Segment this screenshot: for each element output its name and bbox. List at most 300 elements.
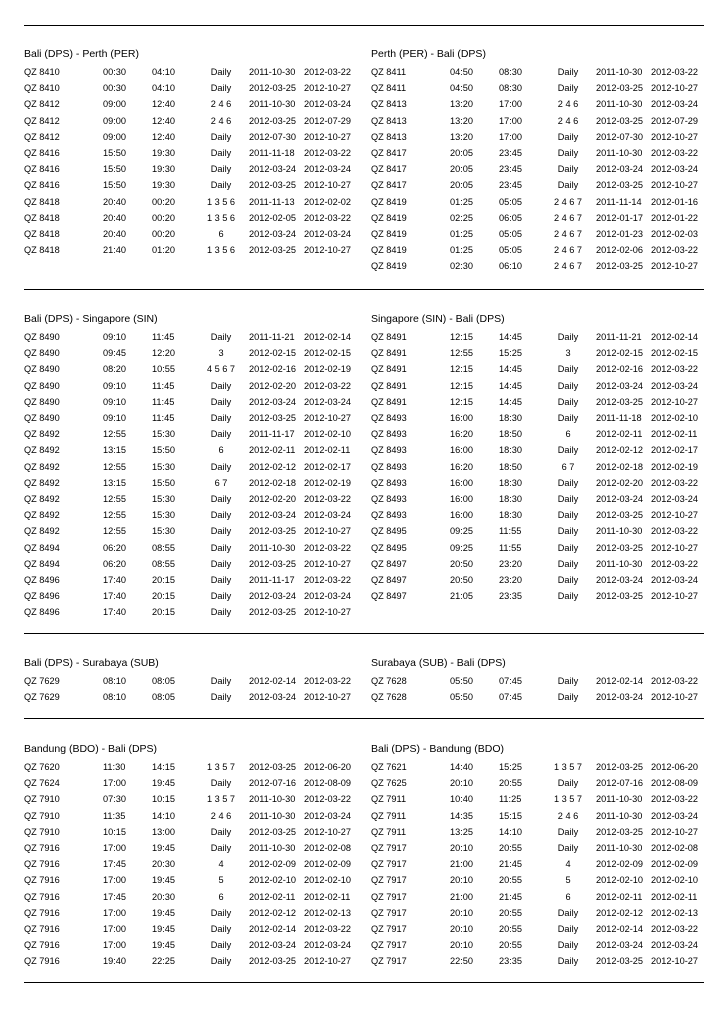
departure-time: 00:30 bbox=[103, 67, 126, 77]
operating-days: Daily bbox=[557, 380, 579, 391]
departure-time: 17:00 bbox=[103, 907, 126, 918]
flight-number: QZ 8416 bbox=[24, 148, 60, 158]
valid-to: 2012-08-09 bbox=[651, 778, 698, 789]
valid-to: 2012-02-14 bbox=[304, 332, 351, 342]
operating-days: 4 bbox=[218, 859, 224, 870]
flight-number: QZ 7917 bbox=[371, 924, 407, 934]
section-divider bbox=[24, 718, 704, 719]
valid-from: 2012-02-10 bbox=[249, 875, 296, 886]
flight-number: QZ 8492 bbox=[24, 461, 60, 472]
flight-number: QZ 7916 bbox=[24, 940, 60, 951]
operating-days: Daily bbox=[557, 67, 579, 77]
valid-to: 2012-10-27 bbox=[651, 826, 698, 837]
departure-time: 12:15 bbox=[450, 364, 473, 375]
operating-days: 6 7 bbox=[561, 461, 575, 472]
valid-from: 2012-03-24 bbox=[249, 591, 296, 602]
departure-time: 09:10 bbox=[103, 396, 126, 407]
arrival-time: 20:55 bbox=[499, 924, 522, 934]
flight-number: QZ 7910 bbox=[24, 810, 60, 821]
valid-from: 2012-03-24 bbox=[249, 692, 296, 703]
operating-days: Daily bbox=[557, 396, 579, 407]
departure-time: 20:10 bbox=[450, 843, 473, 853]
departure-time: 01:25 bbox=[450, 196, 473, 207]
arrival-time: 12:40 bbox=[152, 115, 175, 126]
operating-days: Daily bbox=[557, 510, 579, 521]
valid-from: 2012-03-25 bbox=[596, 826, 643, 837]
valid-from: 2012-02-05 bbox=[249, 212, 296, 223]
valid-to: 2012-03-22 bbox=[304, 794, 351, 805]
flight-number: QZ 7916 bbox=[24, 956, 60, 967]
flight-number: QZ 7625 bbox=[371, 778, 407, 789]
arrival-time: 15:30 bbox=[152, 461, 175, 472]
flight-number: QZ 8494 bbox=[24, 542, 60, 553]
arrival-time: 05:05 bbox=[499, 245, 522, 256]
valid-from: 2012-02-11 bbox=[249, 445, 296, 456]
flight-number: QZ 8493 bbox=[371, 413, 407, 423]
operating-days: Daily bbox=[557, 591, 579, 602]
valid-from: 2012-03-24 bbox=[596, 164, 643, 175]
flight-number: QZ 7916 bbox=[24, 859, 60, 870]
operating-days: 2 4 6 7 bbox=[553, 212, 583, 223]
flight-number: QZ 8418 bbox=[24, 245, 60, 256]
valid-from: 2011-10-30 bbox=[596, 526, 643, 537]
valid-from: 2011-10-30 bbox=[596, 67, 643, 77]
arrival-time: 15:50 bbox=[152, 477, 175, 488]
valid-to: 2012-10-27 bbox=[651, 131, 698, 142]
arrival-time: 07:45 bbox=[499, 676, 522, 686]
valid-from: 2011-10-30 bbox=[596, 810, 643, 821]
departure-time: 15:50 bbox=[103, 164, 126, 175]
flight-number: QZ 8417 bbox=[371, 180, 407, 191]
flight-number: QZ 8410 bbox=[24, 67, 60, 77]
valid-from: 2011-10-30 bbox=[249, 99, 296, 110]
valid-to: 2012-02-10 bbox=[651, 413, 698, 423]
operating-days: Daily bbox=[210, 180, 232, 191]
operating-days: Daily bbox=[557, 477, 579, 488]
arrival-time: 18:50 bbox=[499, 461, 522, 472]
section-divider bbox=[24, 289, 704, 290]
valid-to: 2012-02-09 bbox=[651, 859, 698, 870]
valid-from: 2012-02-15 bbox=[596, 348, 643, 359]
valid-from: 2012-07-16 bbox=[249, 778, 296, 789]
valid-from: 2012-03-25 bbox=[249, 83, 296, 94]
valid-from: 2012-02-16 bbox=[249, 364, 296, 375]
valid-to: 2012-03-22 bbox=[651, 148, 698, 158]
operating-days: 2 4 6 7 bbox=[553, 196, 583, 207]
valid-to: 2012-03-22 bbox=[651, 676, 698, 686]
flight-number: QZ 8496 bbox=[24, 607, 60, 618]
operating-days: Daily bbox=[557, 924, 579, 934]
flight-number: QZ 7911 bbox=[371, 826, 407, 837]
valid-from: 2011-11-14 bbox=[596, 196, 642, 207]
operating-days: Daily bbox=[210, 778, 232, 789]
arrival-time: 11:45 bbox=[152, 396, 175, 407]
operating-days: Daily bbox=[557, 778, 579, 789]
valid-to: 2012-03-22 bbox=[304, 494, 351, 504]
flight-number: QZ 8417 bbox=[371, 148, 407, 158]
valid-to: 2012-10-27 bbox=[304, 692, 351, 703]
valid-to: 2012-03-24 bbox=[651, 810, 698, 821]
arrival-time: 14:10 bbox=[152, 810, 175, 821]
flight-number: QZ 8497 bbox=[371, 575, 407, 585]
flight-number: QZ 8495 bbox=[371, 526, 407, 537]
flight-number: QZ 8418 bbox=[24, 196, 60, 207]
valid-to: 2012-02-13 bbox=[304, 907, 351, 918]
arrival-time: 15:25 bbox=[499, 348, 522, 359]
departure-time: 08:20 bbox=[103, 364, 126, 375]
departure-time: 09:25 bbox=[450, 526, 473, 537]
arrival-time: 15:25 bbox=[499, 762, 522, 772]
arrival-time: 23:45 bbox=[499, 180, 522, 191]
flight-number: QZ 8413 bbox=[371, 131, 407, 142]
departure-time: 06:20 bbox=[103, 542, 126, 553]
departure-time: 10:15 bbox=[103, 826, 126, 837]
operating-days: 4 bbox=[565, 859, 571, 870]
valid-from: 2012-02-11 bbox=[596, 429, 643, 440]
departure-time: 07:30 bbox=[103, 794, 126, 805]
flight-number: QZ 7916 bbox=[24, 843, 60, 853]
valid-from: 2012-01-23 bbox=[596, 229, 643, 239]
arrival-time: 13:00 bbox=[152, 826, 175, 837]
valid-to: 2012-03-24 bbox=[651, 99, 698, 110]
departure-time: 15:50 bbox=[103, 148, 126, 158]
operating-days: Daily bbox=[557, 148, 579, 158]
valid-from: 2011-10-30 bbox=[596, 558, 643, 569]
operating-days: Daily bbox=[210, 461, 232, 472]
flight-number: QZ 8413 bbox=[371, 115, 407, 126]
departure-time: 16:20 bbox=[450, 461, 473, 472]
flight-number: QZ 8490 bbox=[24, 396, 60, 407]
valid-to: 2012-03-22 bbox=[304, 924, 351, 934]
departure-time: 13:15 bbox=[103, 445, 126, 456]
flight-number: QZ 8412 bbox=[24, 131, 60, 142]
operating-days: Daily bbox=[210, 526, 232, 537]
valid-from: 2012-03-25 bbox=[596, 396, 643, 407]
arrival-time: 19:45 bbox=[152, 843, 175, 853]
departure-time: 17:00 bbox=[103, 778, 126, 789]
flight-number: QZ 8497 bbox=[371, 558, 407, 569]
operating-days: Daily bbox=[557, 956, 579, 967]
arrival-time: 14:45 bbox=[499, 332, 522, 342]
flight-number: QZ 7916 bbox=[24, 891, 60, 902]
valid-from: 2011-11-17 bbox=[249, 575, 295, 585]
flight-number: QZ 8492 bbox=[24, 510, 60, 521]
departure-time: 12:55 bbox=[103, 461, 126, 472]
arrival-time: 23:20 bbox=[499, 575, 522, 585]
valid-to: 2012-10-27 bbox=[304, 180, 351, 191]
valid-from: 2012-03-25 bbox=[596, 591, 643, 602]
route-title: Perth (PER) - Bali (DPS) bbox=[371, 48, 486, 60]
valid-from: 2011-10-30 bbox=[596, 99, 643, 110]
departure-time: 21:40 bbox=[103, 245, 126, 256]
arrival-time: 23:45 bbox=[499, 148, 522, 158]
arrival-time: 05:05 bbox=[499, 196, 522, 207]
flight-number: QZ 8496 bbox=[24, 591, 60, 602]
valid-to: 2012-03-24 bbox=[651, 575, 698, 585]
operating-days: Daily bbox=[557, 826, 579, 837]
operating-days: 6 7 bbox=[214, 477, 228, 488]
valid-from: 2011-10-30 bbox=[249, 67, 296, 77]
valid-to: 2012-10-27 bbox=[651, 180, 698, 191]
operating-days: Daily bbox=[557, 332, 579, 342]
valid-from: 2012-02-20 bbox=[596, 477, 643, 488]
valid-from: 2012-03-25 bbox=[596, 115, 643, 126]
departure-time: 20:10 bbox=[450, 940, 473, 951]
arrival-time: 00:20 bbox=[152, 196, 175, 207]
departure-time: 12:55 bbox=[103, 494, 126, 504]
flight-number: QZ 7916 bbox=[24, 924, 60, 934]
valid-from: 2012-03-25 bbox=[249, 413, 296, 423]
departure-time: 13:25 bbox=[450, 826, 473, 837]
arrival-time: 18:30 bbox=[499, 510, 522, 521]
valid-from: 2012-02-20 bbox=[249, 494, 296, 504]
flight-number: QZ 8492 bbox=[24, 494, 60, 504]
departure-time: 22:50 bbox=[450, 956, 473, 967]
departure-time: 17:00 bbox=[103, 843, 126, 853]
flight-number: QZ 7917 bbox=[371, 940, 407, 951]
operating-days: Daily bbox=[557, 83, 579, 94]
operating-days: Daily bbox=[557, 575, 579, 585]
valid-to: 2012-03-22 bbox=[651, 67, 698, 77]
valid-from: 2012-03-25 bbox=[249, 607, 296, 618]
departure-time: 20:50 bbox=[450, 558, 473, 569]
valid-to: 2012-02-15 bbox=[651, 348, 698, 359]
valid-from: 2012-03-25 bbox=[596, 180, 643, 191]
flight-number: QZ 7911 bbox=[371, 794, 407, 805]
valid-to: 2012-03-22 bbox=[651, 245, 698, 256]
arrival-time: 00:20 bbox=[152, 229, 175, 239]
departure-time: 16:20 bbox=[450, 429, 473, 440]
flight-number: QZ 8493 bbox=[371, 429, 407, 440]
arrival-time: 00:20 bbox=[152, 212, 175, 223]
valid-to: 2012-10-27 bbox=[651, 83, 698, 94]
valid-to: 2012-02-10 bbox=[651, 875, 698, 886]
departure-time: 16:00 bbox=[450, 494, 473, 504]
arrival-time: 14:45 bbox=[499, 396, 522, 407]
departure-time: 17:00 bbox=[103, 924, 126, 934]
departure-time: 09:10 bbox=[103, 332, 126, 342]
valid-from: 2011-11-17 bbox=[249, 429, 295, 440]
arrival-time: 20:30 bbox=[152, 859, 175, 870]
valid-from: 2012-02-14 bbox=[249, 676, 296, 686]
flight-number: QZ 7916 bbox=[24, 875, 60, 886]
operating-days: 3 bbox=[565, 348, 571, 359]
arrival-time: 17:00 bbox=[499, 115, 522, 126]
valid-to: 2012-02-15 bbox=[304, 348, 351, 359]
operating-days: 6 bbox=[218, 445, 224, 456]
operating-days: 2 4 6 7 bbox=[553, 229, 583, 239]
valid-to: 2012-01-22 bbox=[651, 212, 698, 223]
flight-number: QZ 7916 bbox=[24, 907, 60, 918]
operating-days: 2 4 6 bbox=[210, 115, 232, 126]
flight-number: QZ 8492 bbox=[24, 477, 60, 488]
valid-from: 2012-03-25 bbox=[249, 762, 296, 772]
operating-days: Daily bbox=[210, 148, 232, 158]
valid-to: 2012-02-10 bbox=[304, 429, 351, 440]
section-divider bbox=[24, 633, 704, 634]
flight-number: QZ 8497 bbox=[371, 591, 407, 602]
valid-from: 2012-03-24 bbox=[249, 396, 296, 407]
arrival-time: 19:30 bbox=[152, 180, 175, 191]
departure-time: 13:20 bbox=[450, 115, 473, 126]
operating-days: Daily bbox=[557, 542, 579, 553]
departure-time: 17:40 bbox=[103, 591, 126, 602]
valid-to: 2012-03-24 bbox=[651, 164, 698, 175]
flight-number: QZ 8419 bbox=[371, 245, 407, 256]
valid-to: 2012-03-22 bbox=[304, 212, 351, 223]
valid-to: 2012-10-27 bbox=[304, 83, 351, 94]
flight-number: QZ 8491 bbox=[371, 364, 407, 375]
arrival-time: 19:45 bbox=[152, 778, 175, 789]
departure-time: 09:45 bbox=[103, 348, 126, 359]
valid-from: 2012-03-25 bbox=[249, 180, 296, 191]
route-title: Bali (DPS) - Bandung (BDO) bbox=[371, 743, 505, 755]
departure-time: 01:25 bbox=[450, 245, 473, 256]
valid-to: 2012-07-29 bbox=[651, 115, 698, 126]
valid-to: 2012-03-22 bbox=[304, 542, 351, 553]
flight-number: QZ 8493 bbox=[371, 445, 407, 456]
arrival-time: 08:30 bbox=[499, 83, 522, 94]
valid-from: 2012-03-24 bbox=[249, 510, 296, 521]
departure-time: 15:50 bbox=[103, 180, 126, 191]
arrival-time: 04:10 bbox=[152, 83, 175, 94]
flight-number: QZ 7917 bbox=[371, 891, 407, 902]
valid-to: 2012-03-24 bbox=[304, 164, 351, 175]
arrival-time: 11:45 bbox=[152, 332, 175, 342]
valid-from: 2012-03-25 bbox=[249, 956, 296, 967]
arrival-time: 19:45 bbox=[152, 875, 175, 886]
operating-days: Daily bbox=[557, 364, 579, 375]
valid-from: 2011-11-21 bbox=[249, 332, 295, 342]
valid-from: 2012-02-12 bbox=[249, 461, 296, 472]
departure-time: 20:40 bbox=[103, 229, 126, 239]
operating-days: Daily bbox=[210, 429, 232, 440]
arrival-time: 19:45 bbox=[152, 924, 175, 934]
flight-number: QZ 7917 bbox=[371, 859, 407, 870]
valid-from: 2012-03-24 bbox=[596, 575, 643, 585]
valid-from: 2012-07-16 bbox=[596, 778, 643, 789]
valid-from: 2012-03-24 bbox=[249, 940, 296, 951]
departure-time: 13:20 bbox=[450, 131, 473, 142]
valid-to: 2012-03-24 bbox=[651, 940, 698, 951]
operating-days: Daily bbox=[210, 591, 232, 602]
operating-days: Daily bbox=[210, 396, 232, 407]
flight-number: QZ 8418 bbox=[24, 212, 60, 223]
valid-to: 2012-10-27 bbox=[651, 510, 698, 521]
arrival-time: 11:55 bbox=[499, 526, 522, 537]
valid-from: 2012-03-25 bbox=[596, 762, 643, 772]
arrival-time: 08:55 bbox=[152, 542, 175, 553]
valid-to: 2012-02-03 bbox=[651, 229, 698, 239]
valid-to: 2012-10-27 bbox=[304, 413, 351, 423]
valid-from: 2012-02-06 bbox=[596, 245, 643, 256]
arrival-time: 20:15 bbox=[152, 575, 175, 585]
operating-days: Daily bbox=[210, 332, 232, 342]
valid-from: 2012-03-25 bbox=[249, 526, 296, 537]
operating-days: Daily bbox=[210, 843, 232, 853]
valid-to: 2012-10-27 bbox=[651, 261, 698, 272]
arrival-time: 20:15 bbox=[152, 607, 175, 618]
arrival-time: 08:55 bbox=[152, 558, 175, 569]
valid-from: 2012-02-11 bbox=[596, 891, 643, 902]
arrival-time: 12:20 bbox=[152, 348, 175, 359]
route-title: Bali (DPS) - Singapore (SIN) bbox=[24, 313, 158, 325]
operating-days: Daily bbox=[210, 510, 232, 521]
arrival-time: 06:10 bbox=[499, 261, 522, 272]
valid-from: 2011-10-30 bbox=[249, 810, 296, 821]
departure-time: 02:30 bbox=[450, 261, 473, 272]
departure-time: 13:15 bbox=[103, 477, 126, 488]
valid-to: 2012-02-11 bbox=[651, 891, 698, 902]
route-title: Bali (DPS) - Surabaya (SUB) bbox=[24, 657, 159, 669]
departure-time: 02:25 bbox=[450, 212, 473, 223]
arrival-time: 23:35 bbox=[499, 956, 522, 967]
valid-to: 2012-10-27 bbox=[304, 245, 351, 256]
valid-to: 2012-02-13 bbox=[651, 907, 698, 918]
flight-number: QZ 7917 bbox=[371, 956, 407, 967]
arrival-time: 14:45 bbox=[499, 364, 522, 375]
valid-from: 2012-02-09 bbox=[249, 859, 296, 870]
arrival-time: 15:30 bbox=[152, 494, 175, 504]
valid-from: 2012-03-24 bbox=[596, 380, 643, 391]
valid-from: 2012-03-24 bbox=[249, 229, 296, 239]
valid-to: 2012-03-24 bbox=[304, 229, 351, 239]
arrival-time: 04:10 bbox=[152, 67, 175, 77]
valid-from: 2012-02-14 bbox=[596, 676, 643, 686]
valid-from: 2012-07-30 bbox=[249, 131, 296, 142]
flight-number: QZ 8411 bbox=[371, 67, 407, 77]
departure-time: 13:20 bbox=[450, 99, 473, 110]
operating-days: Daily bbox=[210, 380, 232, 391]
valid-to: 2012-02-11 bbox=[651, 429, 698, 440]
valid-to: 2012-03-22 bbox=[651, 924, 698, 934]
departure-time: 08:10 bbox=[103, 676, 126, 686]
operating-days: Daily bbox=[210, 67, 232, 77]
arrival-time: 11:25 bbox=[499, 794, 522, 805]
arrival-time: 18:30 bbox=[499, 477, 522, 488]
valid-from: 2012-02-12 bbox=[596, 445, 643, 456]
flight-number: QZ 7628 bbox=[371, 692, 407, 703]
operating-days: Daily bbox=[210, 607, 232, 618]
departure-time: 11:30 bbox=[103, 762, 126, 772]
valid-from: 2012-03-24 bbox=[596, 940, 643, 951]
departure-time: 17:45 bbox=[103, 859, 126, 870]
departure-time: 21:05 bbox=[450, 591, 473, 602]
departure-time: 09:00 bbox=[103, 99, 126, 110]
departure-time: 08:10 bbox=[103, 692, 126, 703]
route-title: Singapore (SIN) - Bali (DPS) bbox=[371, 313, 505, 325]
arrival-time: 20:55 bbox=[499, 843, 522, 853]
arrival-time: 18:50 bbox=[499, 429, 522, 440]
valid-to: 2012-03-22 bbox=[651, 794, 698, 805]
valid-to: 2012-02-08 bbox=[651, 843, 698, 853]
flight-number: QZ 8490 bbox=[24, 413, 60, 423]
operating-days: Daily bbox=[210, 907, 232, 918]
departure-time: 19:40 bbox=[103, 956, 126, 967]
flight-number: QZ 8410 bbox=[24, 83, 60, 94]
valid-from: 2012-02-10 bbox=[596, 875, 643, 886]
valid-to: 2012-10-27 bbox=[304, 131, 351, 142]
operating-days: Daily bbox=[210, 956, 232, 967]
valid-to: 2012-10-27 bbox=[304, 956, 351, 967]
flight-number: QZ 8491 bbox=[371, 396, 407, 407]
flight-number: QZ 8419 bbox=[371, 261, 407, 272]
operating-days: 1 3 5 7 bbox=[206, 762, 236, 772]
operating-days: 1 3 5 7 bbox=[553, 762, 583, 772]
valid-to: 2012-10-27 bbox=[651, 542, 698, 553]
arrival-time: 11:55 bbox=[499, 542, 522, 553]
valid-to: 2012-02-02 bbox=[304, 196, 351, 207]
